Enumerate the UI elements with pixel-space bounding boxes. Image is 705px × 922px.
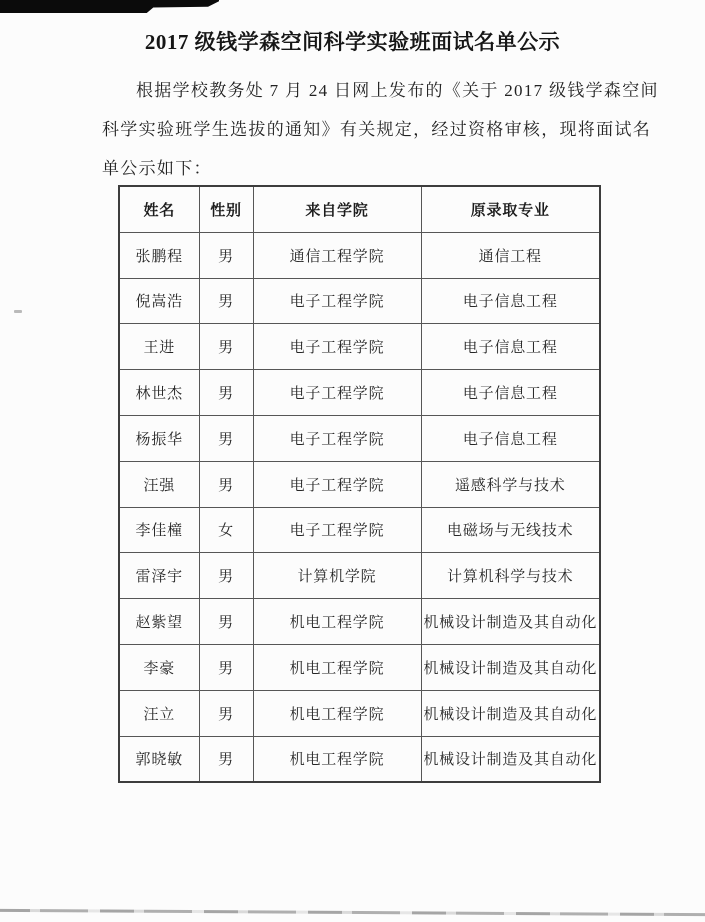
cell-gender: 男 (199, 461, 253, 507)
cell-college: 电子工程学院 (253, 278, 421, 324)
cell-name: 李佳橦 (119, 507, 199, 553)
cell-college: 机电工程学院 (253, 690, 421, 736)
cell-name: 赵紫望 (119, 599, 199, 645)
cell-college: 电子工程学院 (253, 415, 421, 461)
scan-artifact-top-bar (0, 0, 219, 13)
cell-gender: 男 (199, 324, 253, 370)
table-row (119, 461, 600, 507)
cell-gender: 男 (199, 415, 253, 461)
scan-page-edge-line (0, 909, 705, 916)
table-row (119, 278, 600, 324)
table-row (119, 553, 600, 599)
cell-major: 计算机科学与技术 (421, 553, 600, 599)
cell-gender: 男 (199, 553, 253, 599)
table-row (119, 232, 600, 278)
paragraph-line: 单公示如下： (102, 159, 212, 178)
table-row (119, 324, 600, 370)
table-row (119, 599, 600, 645)
cell-major: 遥感科学与技术 (421, 461, 600, 507)
table-row (119, 507, 600, 553)
cell-major: 机械设计制造及其自动化 (421, 599, 600, 645)
cell-gender: 男 (199, 232, 253, 278)
cell-major: 电子信息工程 (421, 415, 600, 461)
cell-college: 计算机学院 (253, 553, 421, 599)
cell-name: 王进 (119, 324, 199, 370)
cell-college: 机电工程学院 (253, 599, 421, 645)
cell-major: 机械设计制造及其自动化 (421, 644, 600, 690)
intro-paragraph (102, 71, 658, 188)
cell-college: 机电工程学院 (253, 736, 421, 782)
cell-major: 电子信息工程 (421, 324, 600, 370)
interview-roster-table (118, 185, 601, 783)
cell-gender: 男 (199, 370, 253, 416)
cell-gender: 男 (199, 278, 253, 324)
cell-major: 电磁场与无线技术 (421, 507, 600, 553)
cell-college: 通信工程学院 (253, 232, 421, 278)
paragraph-line: 科学实验班学生选拔的通知》有关规定，经过资格审核，现将面试名 (102, 120, 651, 139)
cell-college: 电子工程学院 (253, 461, 421, 507)
table-row (119, 370, 600, 416)
cell-gender: 男 (199, 599, 253, 645)
table-row (119, 644, 600, 690)
cell-name: 林世杰 (119, 370, 199, 416)
table-header-row (119, 186, 600, 232)
cell-gender: 男 (199, 644, 253, 690)
cell-college: 电子工程学院 (253, 370, 421, 416)
table-header-college: 来自学院 (253, 186, 421, 232)
cell-name: 张鹏程 (119, 232, 199, 278)
table-row (119, 415, 600, 461)
table-header-major: 原录取专业 (421, 186, 600, 232)
cell-name: 倪嵩浩 (119, 278, 199, 324)
cell-name: 雷泽宇 (119, 553, 199, 599)
table-header-gender: 性别 (199, 186, 253, 232)
scan-speck (14, 310, 22, 313)
cell-major: 通信工程 (421, 232, 600, 278)
cell-college: 电子工程学院 (253, 507, 421, 553)
cell-gender: 男 (199, 736, 253, 782)
document-title: 2017 级钱学森空间科学实验班面试名单公示 (144, 30, 561, 54)
cell-name: 杨振华 (119, 415, 199, 461)
cell-name: 李豪 (119, 644, 199, 690)
table-row (119, 690, 600, 736)
table-row (119, 736, 600, 782)
paragraph-line: 根据学校教务处 7 月 24 日网上发布的《关于 2017 级钱学森空间 (136, 81, 659, 100)
cell-major: 机械设计制造及其自动化 (421, 690, 600, 736)
cell-gender: 女 (199, 507, 253, 553)
cell-name: 汪立 (119, 690, 199, 736)
cell-major: 机械设计制造及其自动化 (421, 736, 600, 782)
cell-major: 电子信息工程 (421, 370, 600, 416)
cell-name: 汪强 (119, 461, 199, 507)
cell-name: 郭晓敏 (119, 736, 199, 782)
cell-gender: 男 (199, 690, 253, 736)
cell-major: 电子信息工程 (421, 278, 600, 324)
cell-college: 机电工程学院 (253, 644, 421, 690)
table-header-name: 姓名 (119, 186, 199, 232)
cell-college: 电子工程学院 (253, 324, 421, 370)
